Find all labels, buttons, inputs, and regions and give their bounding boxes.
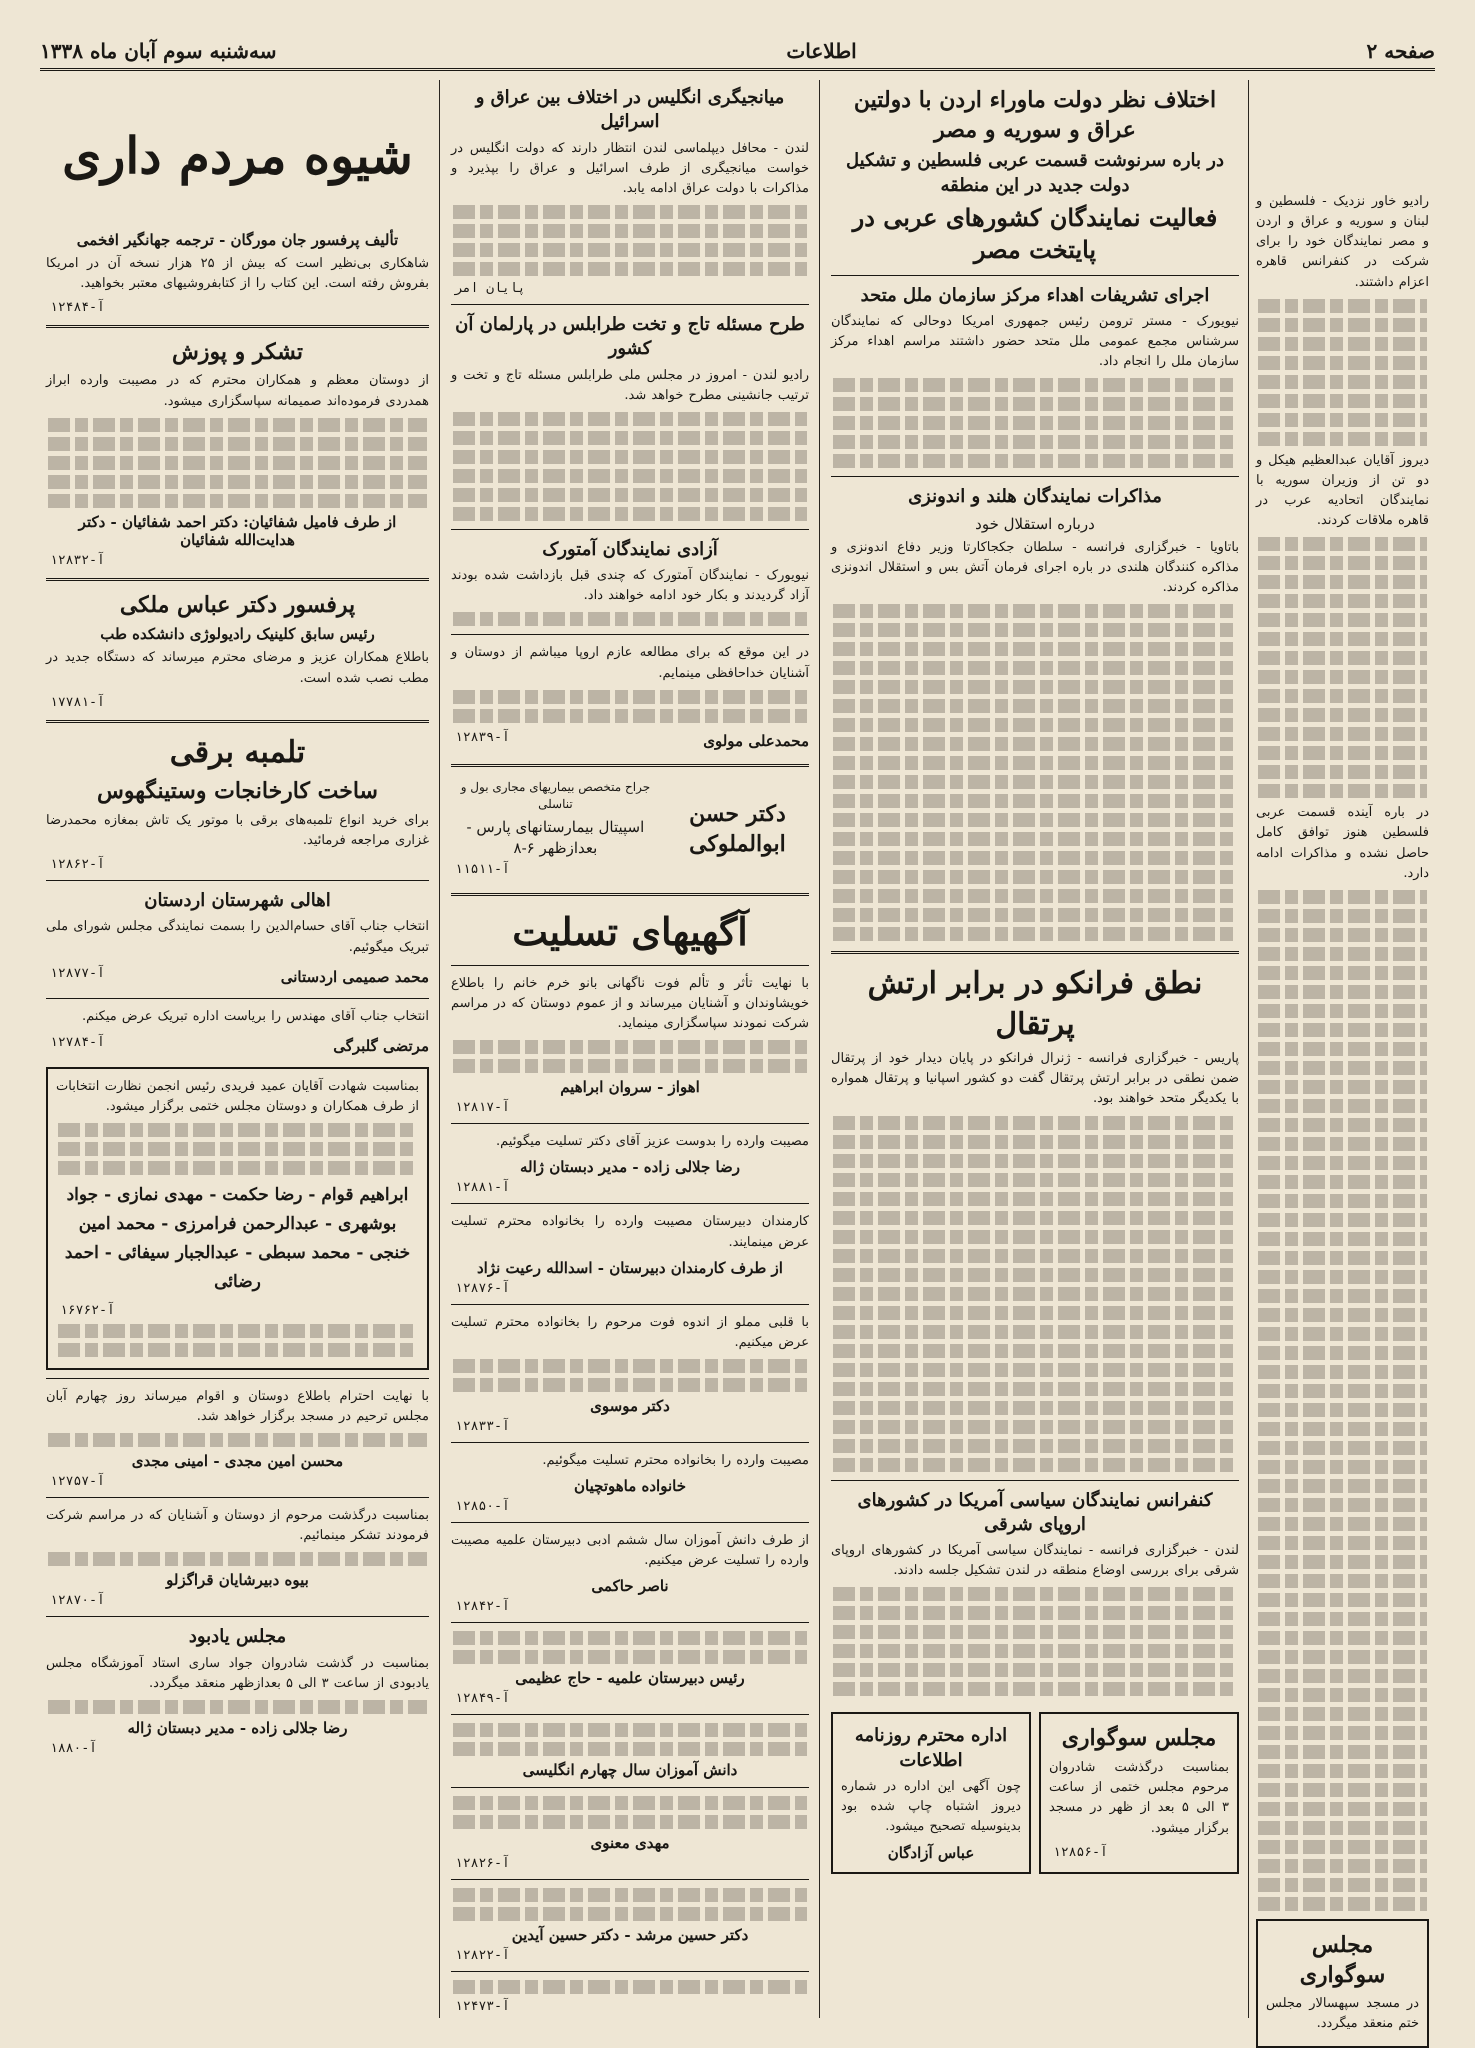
news-column-narrow xyxy=(1250,190,1435,2032)
doctor-address: اسپیتال بیمارستانهای پارس - بعدازظهر ۶-۸ xyxy=(466,817,645,857)
thanks-sign: از طرف فامیل شفائیان: دکتر احمد شفائیان - دکتر هدایت‌الله شفائیان xyxy=(78,512,397,549)
notice-2-code: آ-۱۲۷۵۷ xyxy=(50,1474,105,1490)
narrow-mourning-title: مجلس سوگواری xyxy=(1299,1931,1386,1988)
article-franco-body: پاریس - خبرگزاری فرانسه - ژنرال فرانکو در پایان دیدار خود از پرتقال ضمن نطقی در برابر ارتش پرتقال گفت دو کشور اسپانیا و پرتقال همواره با یکدیگر متحد خواهند بود. xyxy=(831,1051,1239,1107)
condolence-7-code: آ-۱۲۸۴۹ xyxy=(455,1691,510,1707)
paper-name: اطلاعات xyxy=(786,39,857,63)
ads-column-left xyxy=(40,82,435,2018)
headline-1: اختلاف نظر دولت ماوراء اردن با دولتین عراق و سوریه و مصر xyxy=(853,87,1217,143)
narrow-body-2: دیروز آقایان عبدالعظیم هیکل و دو تن از وزیران سوریه با نمایندگان اتحادیه عرب در قاهره ملاقات کردند. xyxy=(1256,452,1429,529)
notice-2-sign: محسن امین مجدی - امینی مجدی xyxy=(131,1452,344,1471)
narrow-mourning-body: در مسجد سپهسالار مجلس ختم منعقد میگردد. xyxy=(1266,1996,1419,2032)
doctor-name: دکتر حسن ابوالملوکی xyxy=(689,800,786,857)
page-number: صفحه ۲ xyxy=(1366,39,1435,63)
condolence-10-code: آ-۱۲۸۲۲ xyxy=(455,1948,510,1964)
article-us-conference-title: کنفرانس نمایندگان سیاسی آمریکا در کشورهای اروپای شرقی xyxy=(857,1489,1213,1535)
article-amtorg-title: آزادی نمایندگان آمتورک xyxy=(542,538,718,560)
notice-3-body: بمناسبت درگذشت مرحوم از دوستان و آشنایان که در مراسم شرکت فرمودند تشکر مینمائیم. xyxy=(46,1508,429,1544)
condolence-4-code: آ-۱۲۸۳۳ xyxy=(455,1418,510,1434)
book-ad-subtitle: تألیف پرفسور جان مورگان - ترجمه جهانگیر افخمی xyxy=(76,230,399,249)
article-us-conference-body: لندن - خبرگزاری فرانسه - نمایندگان سیاسی آمریکا در کشورهای اروپای شرقی برای بررسی اوضاع منطقه در لندن تشکیل جلسه دادند. xyxy=(831,1543,1239,1579)
condolence-6-sign: ناصر حاکمی xyxy=(591,1577,669,1596)
article-indonesia-title: مذاکرات نمایندگان هلند و اندونزی xyxy=(908,486,1162,508)
condolence-6-body: از طرف دانش آموزان سال ششم ادبی دبیرستان علمیه مصیبت وارده را تسلیت عرض میکنیم. xyxy=(451,1533,809,1569)
notice-3-code: آ-۱۲۸۷۰ xyxy=(50,1593,105,1609)
condolence-2-sign: رضا جلالی زاده - مدیر دبستان ژاله xyxy=(519,1158,741,1177)
mourning-box-right xyxy=(1039,1712,1239,1873)
office-notice-box xyxy=(831,1712,1031,1873)
prof-ad-subtitle: رئیس سابق کلینیک رادیولوژی دانشکده طب xyxy=(100,625,375,644)
article-un-title: اجرای تشریفات اهداء مرکز سازمان ملل متحد xyxy=(860,284,1210,306)
condolence-3-code: آ-۱۲۸۷۶ xyxy=(455,1280,510,1296)
narrow-mourning-box xyxy=(1256,1919,1429,2048)
doctor-specialty: جراح متخصص بیماریهای مجاری بول و تناسلی xyxy=(460,779,651,812)
book-ad-code: آ-۱۲۴۸۴ xyxy=(50,299,105,315)
gilani-body: انتخاب جناب آقای مهندس را بریاست اداره تبریک عرض میکنم. xyxy=(81,1008,429,1024)
article-tripoli-body: رادیو لندن - امروز در مجلس ملی طرابلس مسئله تاج و تخت و ترتیب جانشینی مطرح خواهد شد. xyxy=(451,367,809,403)
office-notice-title: اداره محترم روزنامه اطلاعات xyxy=(854,1725,1008,1771)
issue-date: سه‌شنبه سوم آبان ماه ۱۳۳۸ xyxy=(40,39,277,63)
condolence-1-sign: اهواز - سروان ابراهیم xyxy=(560,1078,700,1097)
condolence-5-sign: خانواده ماهوتچیان xyxy=(574,1477,686,1496)
mourning-box-body: بمناسبت درگذشت شادروان مرحوم مجلس ختمی از ساعت ۳ الی ۵ بعد از ظهر در مسجد برگزار میشود. xyxy=(1049,1760,1229,1836)
article-iraq-title: میانجیگری انگلیس در اختلاف بین عراق و اسرائیل xyxy=(475,87,785,133)
article-indonesia-body: باتاویا - خبرگزاری فرانسه - سلطان جکجاکارتا وزیر دفاع اندونزی و مذاکره کنندگان هلندی در باره اجرای فرمان آتش بس و استقلال اندونزی مذاکره کردند. xyxy=(831,539,1239,596)
mourning-box-code: آ-۱۲۸۵۶ xyxy=(1053,1844,1108,1860)
notice-travel-sign: محمدعلی مولوی xyxy=(703,731,809,750)
memorial-code: آ-۱۸۸۰ xyxy=(50,1740,97,1756)
bottom-boxes xyxy=(831,1704,1239,1881)
condolence-2-body: مصیبت وارده را بدوست عزیز آقای دکتر تسلیت میگوئیم. xyxy=(495,1134,809,1150)
prof-ad-body: باطلاع همکاران عزیز و مرضای محترم میرساند که دستگاه جدید در مطب نصب شده است. xyxy=(46,650,429,686)
condolence-10-sign: دکتر حسین مرشد - دکتر حسین آیدین xyxy=(511,1926,749,1945)
doctor-code: آ-۱۱۵۱۱ xyxy=(455,861,510,877)
condolence-3-sign: از طرف کارمندان دبیرستان - اسدالله رعیت نژاد xyxy=(477,1258,783,1277)
condolence-4-body: با قلبی مملو از اندوه فوت مرحوم را بخانواده محترم تسلیت عرض میکنیم. xyxy=(451,1314,809,1350)
narrow-body-1: رادیو خاور نزدیک - فلسطین و لبنان و سوریه و عراق و اردن و مصر نمایندگان خود را برای شرکت در کنفرانس قاهره اعزام داشتند. xyxy=(1256,194,1429,290)
condolence-9-sign: مهدی معنوی xyxy=(590,1834,670,1853)
ardestan-sign: محمد صمیمی اردستانی xyxy=(280,967,429,986)
column-rule-1 xyxy=(1248,80,1249,2018)
headline-2: در باره سرنوشت قسمت عربی فلسطین و تشکیل دولت جدید در این منطقه xyxy=(846,150,1224,196)
memorial-names-list: ابراهیم قوام - رضا حکمت - مهدی نمازی - جواد بوشهری - عبدالرحمن فرامرزی - محمد امین خنجی - محمد سبطی - عبدالجبار سیفائی - احمد رضائی xyxy=(64,1185,411,1292)
pump-ad-subtitle: ساخت کارخانجات وستینگهوس xyxy=(97,778,378,805)
article-indonesia-subtitle: درباره استقلال خود xyxy=(975,514,1095,533)
condolence-7-sign: رئیس دبیرستان علمیه - حاج عظیمی xyxy=(515,1669,745,1688)
masthead xyxy=(40,34,1435,71)
condolence-4-sign: دکتر موسوی xyxy=(590,1396,670,1415)
article-amtorg-body: نیویورک - نمایندگان آمتورک که چندی قبل بازداشت شده بودند آزاد گردیدند و بکار خود ادامه خواهند داد. xyxy=(451,568,809,604)
article-tripoli-title: طرح مسئله تاج و تخت طرابلس در پارلمان آن کشور xyxy=(455,314,805,360)
memorial-names-code: آ-۱۶۷۶۲ xyxy=(60,1302,115,1318)
article-un-body: نیویورک - مستر ترومن رئیس جمهوری امریکا دوحالی که نمایندگان سرشناس مجمع عمومی ملل متحد حضور داشتند مراسم اهداء مرکز سازمان ملل را انجام داد. xyxy=(831,314,1239,370)
condolence-3-body: کارمندان دبیرستان مصیبت وارده را بخانواده محترم تسلیت عرض مینمایند. xyxy=(451,1214,809,1250)
book-ad-banner: شیوه مردم داری xyxy=(62,126,413,185)
headline-3: فعالیت نمایندگان کشورهای عربی در پایتخت مصر xyxy=(852,202,1218,265)
doctor-ad xyxy=(451,777,809,883)
condolence-6-code: آ-۱۲۸۴۲ xyxy=(455,1599,510,1615)
news-column-middle xyxy=(445,82,815,2018)
gilani-sign: مرتضی گلبرگی xyxy=(333,1036,429,1055)
memorial-names-intro: بمناسبت شهادت آقایان عمید فریدی رئیس انجمن نظارت انتخابات از طرف همکاران و دوستان مجلس ختمی برگزار میشود. xyxy=(56,1078,419,1115)
column-rule-2 xyxy=(819,80,820,2018)
memorial-title: مجلس یادبود xyxy=(188,1626,287,1648)
notice-travel-code: آ-۱۲۸۳۹ xyxy=(455,729,510,745)
pump-ad-body: برای خرید انواع تلمبه‌های برقی با موتور یک تاش بمغازه محمدرضا غزاری مراجعه فرمائید. xyxy=(46,812,429,849)
memorial-body: بمناسبت در گذشت شادروان جواد ساری استاد آموزشگاه مجلس یادبودی از ساعت ۳ الی ۵ بعدازظهر منعقد میگردد. xyxy=(46,1655,429,1691)
pump-ad-code: آ-۱۲۸۶۲ xyxy=(50,857,105,873)
notice-3-sign: بیوه دبیرشایان قراگزلو xyxy=(166,1571,309,1590)
ardestan-title: اهالی شهرستان اردستان xyxy=(144,890,331,912)
memorial-names-box xyxy=(46,1067,429,1370)
article-iraq-body: لندن - محافل دیپلماسی لندن انتظار دارند که دولت انگلیس در خواست میانجیگری از طرف اسرائیل و عراق را بپذیرد و مذاکرات با دولت عراق ادامه یابد. xyxy=(451,140,809,196)
column-rule-3 xyxy=(439,80,440,2018)
gilani-code: آ-۱۲۷۸۴ xyxy=(50,1034,105,1050)
notice-2-body: با نهایت احترام باطلاع دوستان و اقوام میرساند روز چهارم آبان مجلس ترحیم در مسجد برگزار خواهد شد. xyxy=(46,1388,429,1424)
book-ad-body: شاهکاری بی‌نظیر است که بیش از ۲۵ هزار نسخه آن در امریکا بفروش رفته است. این کتاب را از کتابفروشیهای معتبر بخواهید. xyxy=(46,255,429,291)
notice-travel-body: در این موقع که برای مطالعه عازم اروپا میباشم از دوستان و آشنایان خداحافظی مینمایم. xyxy=(451,645,809,681)
condolence-5-code: آ-۱۲۸۵۰ xyxy=(455,1499,510,1515)
mourning-box-title: مجلس سوگواری xyxy=(1061,1725,1217,1752)
article-iraq-end: پایان امر xyxy=(455,281,526,297)
narrow-body-3: در باره آینده قسمت عربی فلسطین هنوز توافق کامل حاصل نشده و مذاکرات ادامه دارد. xyxy=(1256,805,1429,881)
pump-ad-title: تلمبه برقی xyxy=(169,734,306,770)
thanks-body: از دوستان معظم و همکاران محترم که در مصیبت وارده ابراز همدردی فرموده‌اند صمیمانه سپاسگزاری میشود. xyxy=(46,373,429,409)
condolence-1-body: با نهایت تأثر و تألم فوت ناگهانی بانو خرم خانم را باطلاع خویشاوندان و آشنایان میرساند و از عموم دوستان که در مراسم شرکت نمودند سپاسگزاری مینماید. xyxy=(451,975,809,1032)
thanks-code: آ-۱۲۸۳۲ xyxy=(50,552,105,568)
condolence-2-code: آ-۱۲۸۸۱ xyxy=(455,1180,510,1196)
condolence-11-code: آ-۱۲۴۷۳ xyxy=(455,1999,510,2015)
condolence-section-title: آگهیهای تسلیت xyxy=(512,908,748,954)
office-notice-sign: عباس آزادگان xyxy=(887,1843,975,1862)
thanks-title: تشکر و پوزش xyxy=(172,338,303,365)
article-franco-title: نطق فرانکو در برابر ارتش پرتقال xyxy=(867,966,1203,1042)
condolence-9-code: آ-۱۲۸۲۶ xyxy=(455,1856,510,1872)
news-column-right xyxy=(825,82,1245,2018)
ardestan-body: انتخاب جناب آقای حسام‌الدین را بسمت نمایندگی مجلس شورای ملی تبریک میگوئیم. xyxy=(46,919,429,955)
memorial-sign: رضا جلالی زاده - مدیر دبستان ژاله xyxy=(127,1718,348,1737)
prof-ad-title: پرفسور دکتر عباس ملکی xyxy=(119,591,356,618)
condolence-5-body: مصیبت وارده را بخانواده محترم تسلیت میگوئیم. xyxy=(542,1452,809,1468)
condolence-1-code: آ-۱۲۸۱۷ xyxy=(455,1100,510,1116)
prof-ad-code: آ-۱۷۷۸۱ xyxy=(50,694,105,710)
condolence-8-sign: دانش آموزان سال چهارم انگلیسی xyxy=(522,1761,738,1780)
ardestan-code: آ-۱۲۸۷۷ xyxy=(50,965,105,981)
office-notice-body: چون آگهی این اداره در شماره دیروز اشتباه چاپ شده بود بدینوسیله تصحیح میشود. xyxy=(841,1779,1021,1835)
